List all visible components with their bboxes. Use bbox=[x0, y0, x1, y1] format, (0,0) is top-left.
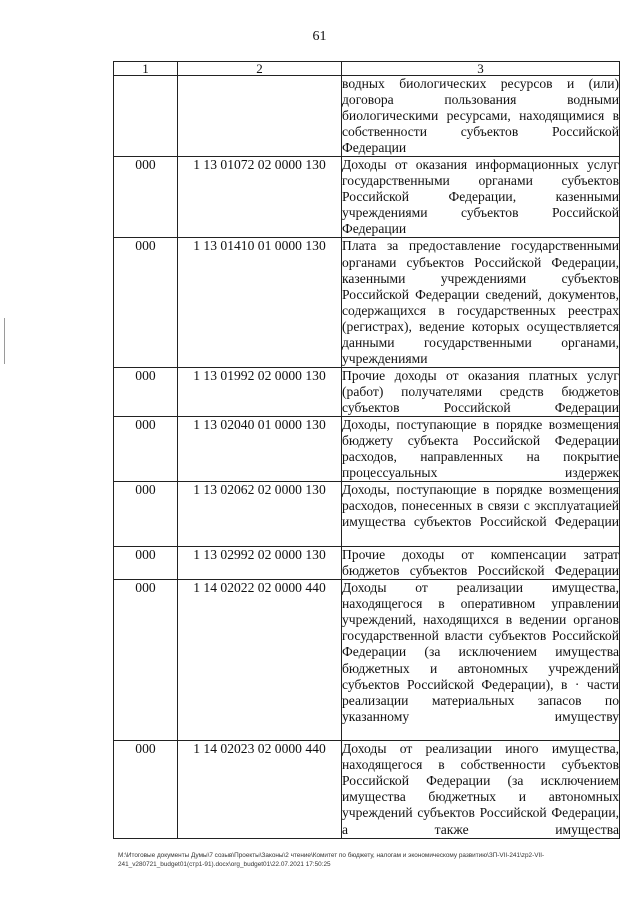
margin-scan-mark bbox=[4, 318, 5, 364]
table-row bbox=[114, 367, 620, 416]
column-header-admin: 1 bbox=[114, 62, 178, 76]
table-row bbox=[114, 157, 620, 238]
revenue-code-cell: 1 13 02062 02 0000 130 bbox=[178, 482, 342, 547]
admin-code-cell: 000 bbox=[114, 741, 178, 838]
revenue-code-cell: 1 13 02040 01 0000 130 bbox=[178, 416, 342, 481]
admin-code-cell: 000 bbox=[114, 547, 178, 580]
admin-code-cell: 000 bbox=[114, 157, 178, 238]
admin-code-cell: 000 bbox=[114, 416, 178, 481]
admin-code-cell bbox=[114, 76, 178, 157]
revenue-code-cell: 1 13 02992 02 0000 130 bbox=[178, 547, 342, 580]
table-row bbox=[114, 238, 620, 367]
budget-classification-table bbox=[113, 61, 620, 839]
table-header-row bbox=[114, 62, 620, 76]
description-cell: Доходы от реализации иного имущества, находящегося в собственности субъектов Российской Федерации (за исключением имущества бюджетных и автономных учреждений субъектов Российской Федерации, а также имущества bbox=[342, 741, 619, 837]
revenue-code-cell: 1 13 01410 01 0000 130 bbox=[178, 238, 342, 367]
admin-code-cell: 000 bbox=[114, 482, 178, 547]
description-cell: водных биологических ресурсов и (или) договора пользования водными биологическими ресурсами, находящимися в собственности субъектов Российской Федерации bbox=[342, 76, 619, 156]
description-cell: Доходы от реализации имущества, находящегося в оперативном управлении учреждений, находящихся в ведении органов государственной власти субъектов Российской Федерации (за исключением имущества бюджетных и автономных учреждений субъектов Российской Федерации), в · части реализации материальных запасов по указанному имуществу bbox=[342, 580, 620, 741]
revenue-code-cell: 1 14 02022 02 0000 440 bbox=[178, 580, 342, 741]
admin-code-cell: 000 bbox=[114, 367, 178, 416]
admin-code-cell: 000 bbox=[114, 238, 178, 367]
description-cell: Доходы, поступающие в порядке возмещения расходов, понесенных в связи с эксплуатацией имущества субъектов Российской Федерации bbox=[342, 482, 620, 547]
table-row bbox=[114, 416, 620, 481]
description-cell: Доходы, поступающие в порядке возмещения бюджету субъекта Российской Федерации расходов, направленных на покрытие процессуальных издержек bbox=[342, 416, 619, 481]
table-row bbox=[114, 76, 620, 157]
document-path-footer: M:\Итоговые документы Думы\7 созыв\Проекты\Законы\2 чтение\Комитет по бюджету, налогам и экономическому развитию\ЗП-VII-241\zp2-VII-241_v280721_budget01(стр1-91).docx\org_budget01\22.07.2021 17:50:25 bbox=[118, 852, 545, 868]
description-cell: Прочие доходы от оказания платных услуг (работ) получателями средств бюджетов субъектов Российской Федерации bbox=[342, 367, 619, 415]
description-cell: Прочие доходы от компенсации затрат бюджетов субъектов Российской Федерации bbox=[342, 547, 619, 579]
table-row bbox=[114, 482, 620, 547]
revenue-code-cell: 1 14 02023 02 0000 440 bbox=[178, 741, 342, 838]
table-row bbox=[114, 580, 620, 741]
revenue-code-cell: 1 13 01072 02 0000 130 bbox=[178, 157, 342, 238]
column-header-description: 3 bbox=[342, 62, 620, 76]
column-header-code: 2 bbox=[178, 62, 342, 76]
page-number: 61 bbox=[312, 29, 327, 44]
revenue-code-cell: 1 13 01992 02 0000 130 bbox=[178, 367, 342, 416]
description-cell: Доходы от оказания информационных услуг государственными органами субъектов Российской Федерации, казенными учреждениями субъектов Российской Федерации bbox=[342, 157, 619, 237]
table-row bbox=[114, 741, 620, 838]
table-row bbox=[114, 547, 620, 580]
admin-code-cell: 000 bbox=[114, 580, 178, 741]
revenue-code-cell bbox=[178, 76, 342, 157]
description-cell: Плата за предоставление государственными органами субъектов Российской Федерации, казенными учреждениями субъектов Российской Федерации сведений, документов, содержащихся в государственных реестрах (регистрах), ведение которых осуществляется данными государственными органами, учреждениями bbox=[342, 238, 619, 366]
